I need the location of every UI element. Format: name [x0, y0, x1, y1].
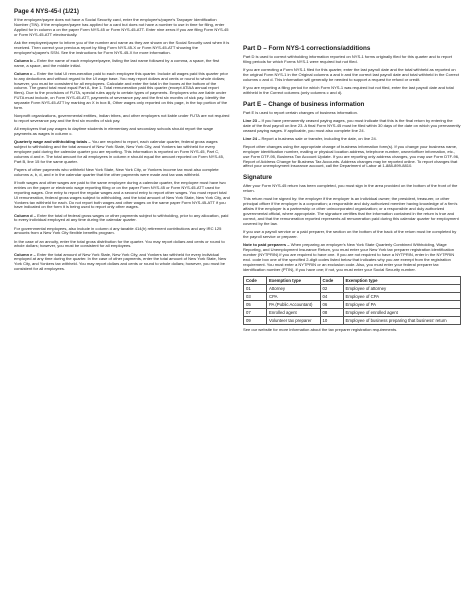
- signature-title: Signature: [243, 174, 273, 182]
- table-cell: PA (Public Accountant): [267, 300, 321, 308]
- table-cell: 07: [244, 308, 267, 316]
- paragraph: All employers that pay wages to daytime students in elementary and secondary schools should report the wage payments as wages in column c.: [14, 126, 214, 137]
- table-header-row: [244, 276, 461, 284]
- paragraph-heading: Column e –: [14, 251, 37, 257]
- table-header-cell: Code: [244, 276, 267, 284]
- paragraph: Column d – Enter the total of federal gross wages or other payments subject to withholding, prior to any allocation, paid to every individual employed at any time during the calendar quarter.: [14, 212, 229, 223]
- right-column: [243, 40, 461, 336]
- part-e-body: [243, 111, 461, 170]
- paragraph-heading: Line 24 –: [243, 135, 262, 141]
- table-cell: 08: [320, 308, 343, 316]
- footer-note: See our website for more information about the tax preparer registration requirements.: [243, 326, 398, 332]
- page-header: Page 4 NYS-45-I (1/21): [14, 8, 79, 15]
- table-cell: Attorney: [267, 284, 321, 292]
- table-cell: 04: [320, 292, 343, 300]
- paragraph: If the employee/payee does not have a Social Security card, enter the employee's/payee's Taxpayer Identification Number (TIN). If the employee/payee has applied for a card but does not have a number to use in time for filing, enter Applied for in column a on the paper Form NYS-45 or Form NYS-45-ATT. Enter nine zeros if you are filing Form NYS-45 or Form NYS-45-ATT electronically.: [14, 17, 229, 37]
- paragraph: If you are reporting a filing period for which Form NYS-1 was required but not filed, enter the last payroll date and total withheld in the Correct columns (only columns c and d).: [243, 84, 454, 95]
- table-cell: 02: [320, 284, 343, 292]
- table-header-cell: Exemption type: [343, 276, 460, 284]
- paragraph: Payers of other payments who withheld New York State, New York City, or Yonkers income tax must also complete columns a, b, d, and e in the calendar quarter that the other payments were made and tax was withheld.: [14, 166, 219, 177]
- paragraph: Quarterly wage and withholding totals – You are required to report, each calendar quarter, federal gross wages subject to withholding and the total amount of New York State, New York City, and Yonkers tax withheld for every employee paid during the calendar quarter you are reporting. This information is reported on Form NYS-45, Part C, columns d and e. The total amount for all employees in column e should equal the amount reported on Form NYS-45, Part B, line 15 for the same quarter.: [14, 139, 225, 164]
- table-cell: Enrolled agent: [267, 308, 321, 316]
- paragraph: After your Form NYS-45 return has been completed, you must sign in the area provided on the bottom of the front of the return.: [243, 183, 458, 194]
- paragraph-heading: Column d –: [14, 212, 38, 218]
- table-header-cell: Exemption type: [267, 276, 321, 284]
- table-cell: Employee of enrolled agent: [343, 308, 460, 316]
- part-d-title: Part D – Form NYS-1 corrections/additions: [243, 45, 371, 52]
- paragraph: If you are correcting a Form NYS-1 filed for this quarter, enter the last payroll date and the total withheld as reported on the original Form NYS-1 in the Original columns a and b and the correct last payroll date and total withheld in the Correct columns c and d. This information will generally be needed to support a request for refund or credit.: [243, 67, 459, 82]
- paragraph: If both wages and other wages are paid to the same employee during a calendar quarter, the employee must have two entries on the paper or electronic wage reporting filing or on the paper Form NYS-45 or Form NYS-45-ATT used for reporting wages. One entry to report the regular wages and a second entry to report other wages. You must report total UI remuneration, federal gross wages subject to withholding, and the total amount of New York State, New York City, and Yonkers tax withheld for each. Do not report both wages and other wages on the same paper Form NYS-45-ATT if you have indicated on the form it is being used to report only other wages.: [14, 179, 230, 210]
- table-cell: 10: [320, 316, 343, 324]
- table-cell: CPA: [267, 292, 321, 300]
- paragraph-heading: Line 23 –: [243, 117, 262, 123]
- paragraph: Nonprofit organizations, governmental entities, Indian tribes, and other employers not liable under FUTA are not required to report severance pay and the first six months of sick pay.: [14, 113, 230, 124]
- paragraph-heading: Quarterly wage and withholding totals –: [14, 139, 92, 145]
- table-cell: Volunteer tax preparer: [267, 316, 321, 324]
- table-header-cell: Code: [320, 276, 343, 284]
- paragraph: Line 23 – If you have permanently ceased paying wages, you must indicate that this is the final return by entering the date of the final payroll on line 23. A final Form NYS-45 must be filed within 30 days of the date on which you permanently ceased paying wages. If applicable, you must also complete line 24.: [243, 117, 461, 133]
- signature-body: [243, 184, 461, 272]
- paragraph: Ask the employee/payee to inform you of the number and name as they are shown on the Social Security card when it is received. Then correct your previous report by filing Form NYS-45-X or Form NYS-45-ATT showing the employee's/payee's SSN. See the instructions for Form NYS-45-X for more information.: [14, 39, 230, 55]
- table-cell: Employee of CPA: [343, 292, 460, 300]
- table-row: [244, 308, 461, 316]
- table-cell: Employee of PA: [343, 300, 460, 308]
- paragraph: Note to paid preparers – When preparing an employer's New York State Quarterly Combined Withholding, Wage Reporting, and Unemployment Insurance Return, you must enter your New York tax preparer registration identification number (NYTPRIN) if you are required to have one. If you are not required to have a NYTPRIN, enter in the NYTPRIN excl. code box one of the specified 2-digit codes listed below that indicates why you are exempt from the registration requirement. You must enter a NYTPRIN or an exclusion code. Also, you must enter your federal preparer tax identification number (PTIN), if you have one; if not, you must enter your Social Security number.: [243, 241, 455, 272]
- paragraph: This return must be signed by: the employer if the employer is an individual owner; the president, treasurer, or other principal officer if the employer is a corporation; a responsible and duly authorized member having knowledge of a firm's affairs if the employer is a partnership or other unincorporated organization; or a responsible and duly authorized governmental official, where appropriate. The signature certifies that the information contained in the return is true and correct, and that the remuneration reported represents all remuneration paid during this calendar quarter for employment covered by the law.: [243, 196, 459, 226]
- left-column: [14, 18, 230, 275]
- table-row: [244, 300, 461, 308]
- paragraph-heading: Column b –: [14, 57, 38, 63]
- table-cell: 03: [244, 292, 267, 300]
- table-row: [244, 316, 461, 324]
- paragraph: Column b – Enter the name of each employee/payee, listing the last name followed by a comma, a space, the first name, a space, and the middle initial.: [14, 57, 220, 68]
- paragraph-heading: Note to paid preparers –: [243, 241, 291, 247]
- table-cell: Employee of attorney: [343, 284, 460, 292]
- table-row: [244, 284, 461, 292]
- paragraph: Report other changes using the appropriate change of business information form(s). If you change your business name, employer identification number, mailing or physical location address, telephone number, owner/officer information, etc., use Form DTF-95, Business Tax Account Update. If you are reporting only address changes, you may use Form DTF-96, Report of Address Change for Business Tax Accounts. Address changes may be reported online. To report changes that affect your unemployment insurance account, call the Department of Labor at 1-888-899-8810.: [243, 143, 460, 169]
- paragraph: Line 24 – Report a business sale or transfer, including the date, on line 24.: [243, 135, 377, 141]
- paragraph: Column c – Enter the total UI remuneration paid to each employee this quarter. Include all wages paid this quarter prior to any deductions and without regard to the UI wage base. You may report dollars and cents or round to whole dollars; however, you must be consistent for all employees. Calculate and enter the total in the boxes at the bottom of the column. The grand total must equal Part A, line 1. Total remuneration paid this quarter (except ATIAA annual report filers). Due to the provisions of FUTA, special rules apply to certain types of payments. Employers who are liable under FUTA must include, on Form NYS-45-ATT, payments of severance pay and the first six months of sick pay. Identify the separate Form NYS-45-ATT by marking an X in box B, Other wages only reported on this page, in the top portion of the form.: [14, 70, 228, 111]
- table-cell: 01: [244, 284, 267, 292]
- table-cell: Employee of business preparing that business' return: [343, 316, 460, 324]
- table-cell: 05: [244, 300, 267, 308]
- paragraph: If you use a payroll service or a paid preparer, the section on the bottom of the back of the return must be completed by the payroll service or preparer.: [243, 228, 457, 239]
- exemption-code-table: [243, 276, 461, 325]
- table-row: [244, 292, 461, 300]
- part-e-title: Part E – Change of business information: [243, 100, 365, 108]
- table-cell: 06: [320, 300, 343, 308]
- paragraph: In the case of an annuity, enter the total gross distribution for the quarter. You may report dollars and cents or round to whole dollars; however, you must be consistent for all employees.: [14, 238, 225, 249]
- paragraph: Column e – Enter the total amount of New York State, New York City, and Yonkers tax withheld for every individual employed at any time during the quarter. In the case of other payments, enter the total amount of New York State, New York City, and Yonkers tax withheld. You may report dollars and cents or round to whole dollars; however, you must be consistent for all employees.: [14, 251, 227, 272]
- table-cell: 09: [244, 316, 267, 324]
- paragraph: For governmental employees, also include in column d any taxable 414(h) retirement contributions and any IRC 125 amounts from a New York City flexible benefits program.: [14, 225, 222, 236]
- paragraph: Part E is used to report certain changes of business information.: [243, 109, 358, 115]
- part-d-body: [243, 55, 461, 96]
- paragraph: Part D is used to correct withholding information reported on NYS-1 forms originally filed for this quarter and to report filing periods for which Forms NYS-1 were required but not filed.: [243, 54, 452, 64]
- paragraph-heading: Column c –: [14, 70, 37, 76]
